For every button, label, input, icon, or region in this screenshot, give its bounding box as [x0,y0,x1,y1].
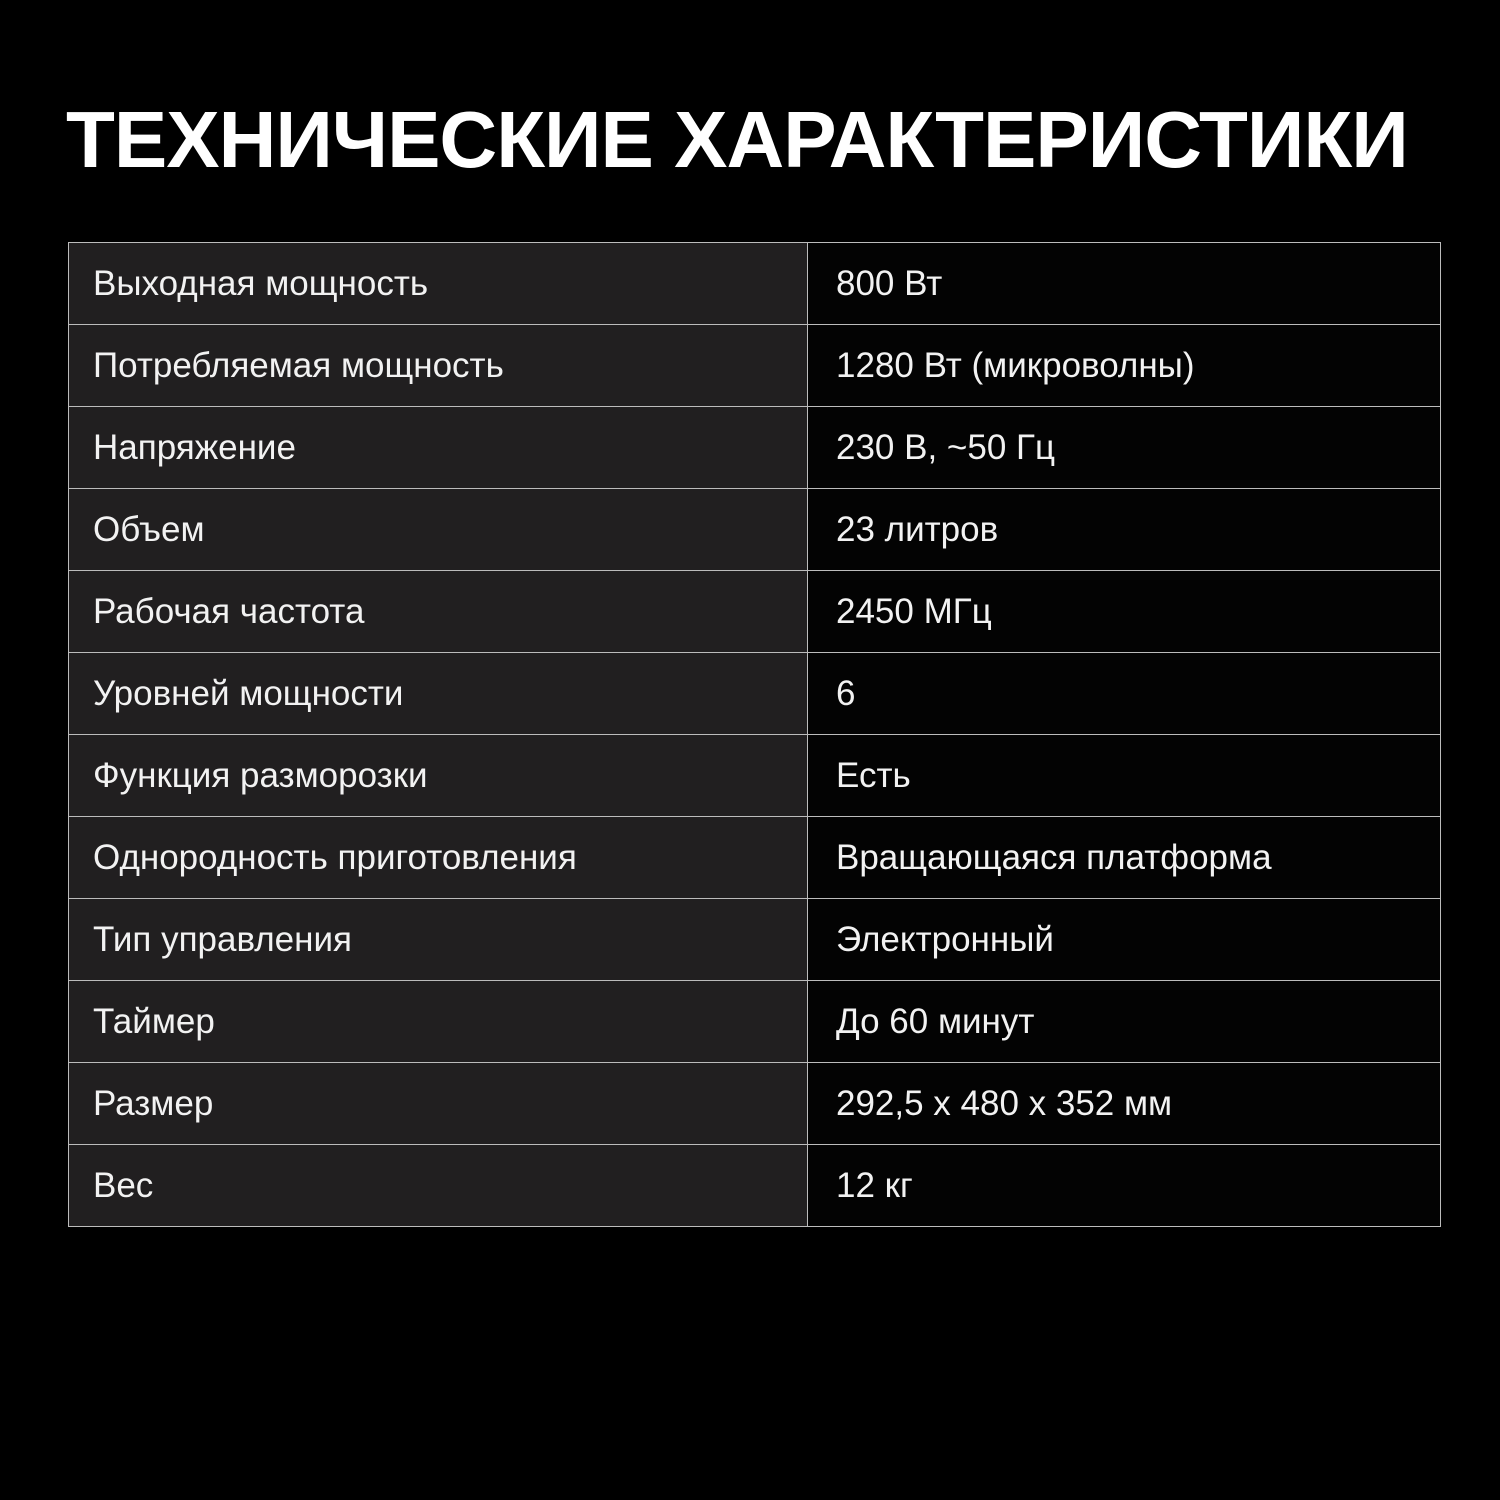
param-name-cell: Рабочая частота [69,571,808,653]
param-value-cell: 230 В, ~50 Гц [808,407,1441,489]
param-value-cell: До 60 минут [808,981,1441,1063]
param-value-cell: 292,5 х 480 х 352 мм [808,1063,1441,1145]
param-name-cell: Потребляемая мощность [69,325,808,407]
table-row [69,1063,1441,1145]
param-value-cell: Есть [808,735,1441,817]
param-value-cell: 6 [808,653,1441,735]
param-value-cell: 23 литров [808,489,1441,571]
param-value-cell: 800 Вт [808,243,1441,325]
table-row [69,571,1441,653]
param-value-cell: Вращающаяся платформа [808,817,1441,899]
param-name-cell: Вес [69,1145,808,1227]
param-value-cell: Электронный [808,899,1441,981]
param-name-cell: Функция разморозки [69,735,808,817]
page-title: ТЕХНИЧЕСКИЕ ХАРАКТЕРИСТИКИ [66,95,1408,184]
table-row [69,489,1441,571]
table-row [69,1145,1441,1227]
table-row [69,981,1441,1063]
param-value-cell: 12 кг [808,1145,1441,1227]
param-name-cell: Объем [69,489,808,571]
table-row [69,735,1441,817]
param-value-cell: 1280 Вт (микроволны) [808,325,1441,407]
table-row [69,407,1441,489]
param-name-cell: Тип управления [69,899,808,981]
param-name-cell: Напряжение [69,407,808,489]
param-name-cell: Уровней мощности [69,653,808,735]
spec-table [68,242,1441,1227]
param-name-cell: Выходная мощность [69,243,808,325]
table-row [69,817,1441,899]
table-row [69,325,1441,407]
param-name-cell: Однородность приготовления [69,817,808,899]
table-row [69,243,1441,325]
param-name-cell: Размер [69,1063,808,1145]
spec-table-body [69,243,1441,1227]
table-row [69,653,1441,735]
param-name-cell: Таймер [69,981,808,1063]
param-value-cell: 2450 МГц [808,571,1441,653]
table-row [69,899,1441,981]
